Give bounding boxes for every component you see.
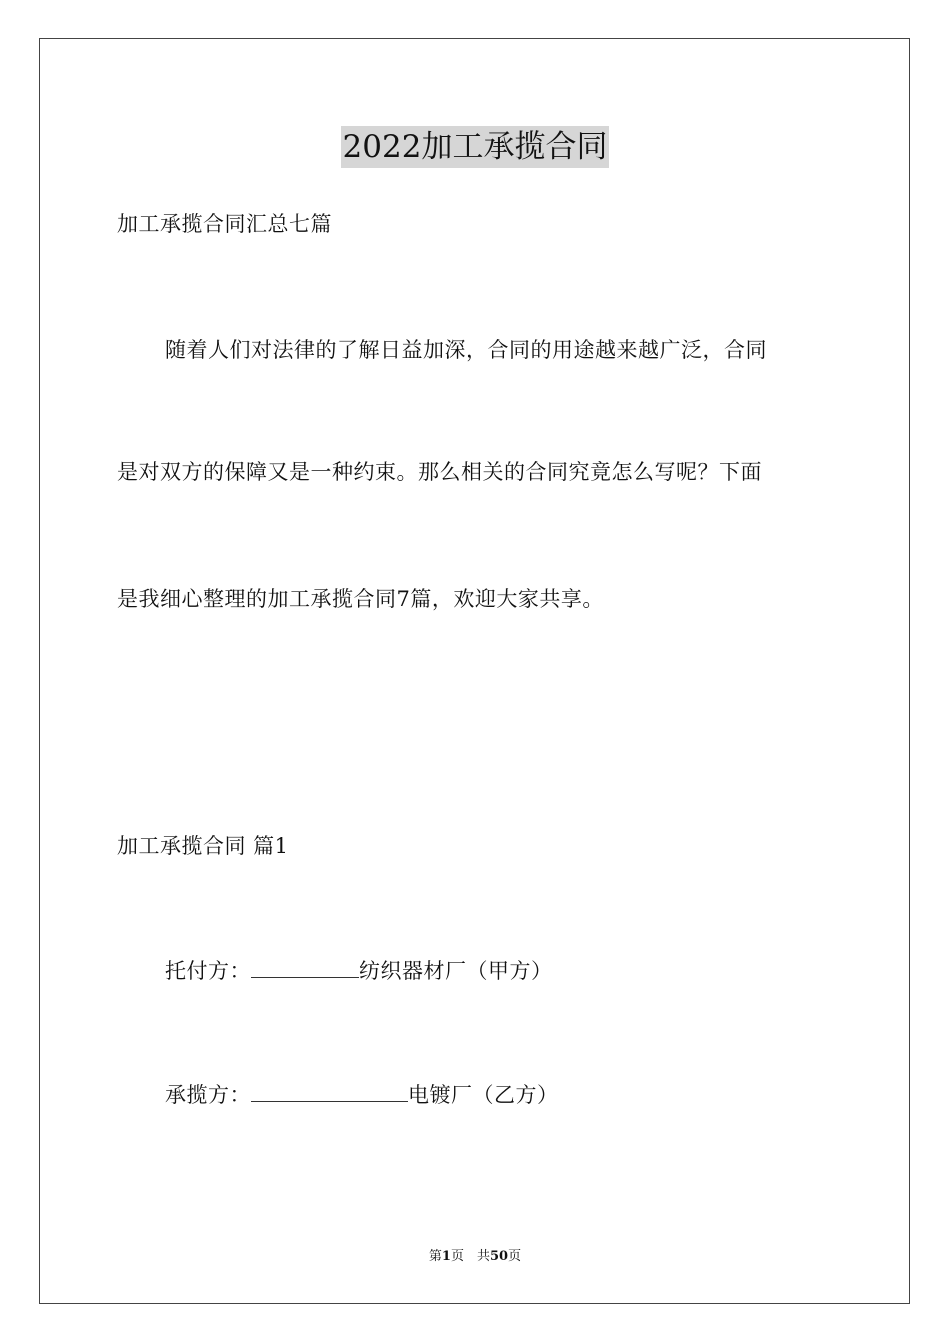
footer-suffix: 页 xyxy=(508,1249,522,1264)
intro-line-1: 随着人们对法律的了解日益加深，合同的用途越来越广泛，合同 xyxy=(165,338,767,362)
party-a-line xyxy=(165,956,553,986)
page-footer xyxy=(0,1248,950,1266)
section-heading: 加工承揽合同 篇1 xyxy=(117,834,289,858)
document-title: 2022加工承揽合同 xyxy=(341,126,610,168)
party-b-label: 承揽方： xyxy=(165,1083,251,1107)
intro-line-3: 是我细心整理的加工承揽合同7篇，欢迎大家共享。 xyxy=(117,587,604,611)
party-b-line xyxy=(165,1080,559,1110)
footer-current-page: 1 xyxy=(441,1249,451,1264)
party-b-suffix: 电镀厂（乙方） xyxy=(408,1083,559,1107)
title-container xyxy=(0,126,950,168)
document-subtitle: 加工承揽合同汇总七篇 xyxy=(117,212,332,236)
party-b-blank xyxy=(251,1081,408,1102)
party-a-suffix: 纺织器材厂（甲方） xyxy=(359,959,553,983)
intro-line-2: 是对双方的保障又是一种约束。那么相关的合同究竟怎么写呢？下面 xyxy=(117,460,762,484)
footer-prefix: 第 xyxy=(428,1249,442,1264)
footer-total-pages: 50 xyxy=(489,1249,509,1264)
party-a-blank xyxy=(251,957,359,978)
party-a-label: 托付方： xyxy=(165,959,251,983)
footer-middle: 页 共 xyxy=(450,1249,490,1264)
